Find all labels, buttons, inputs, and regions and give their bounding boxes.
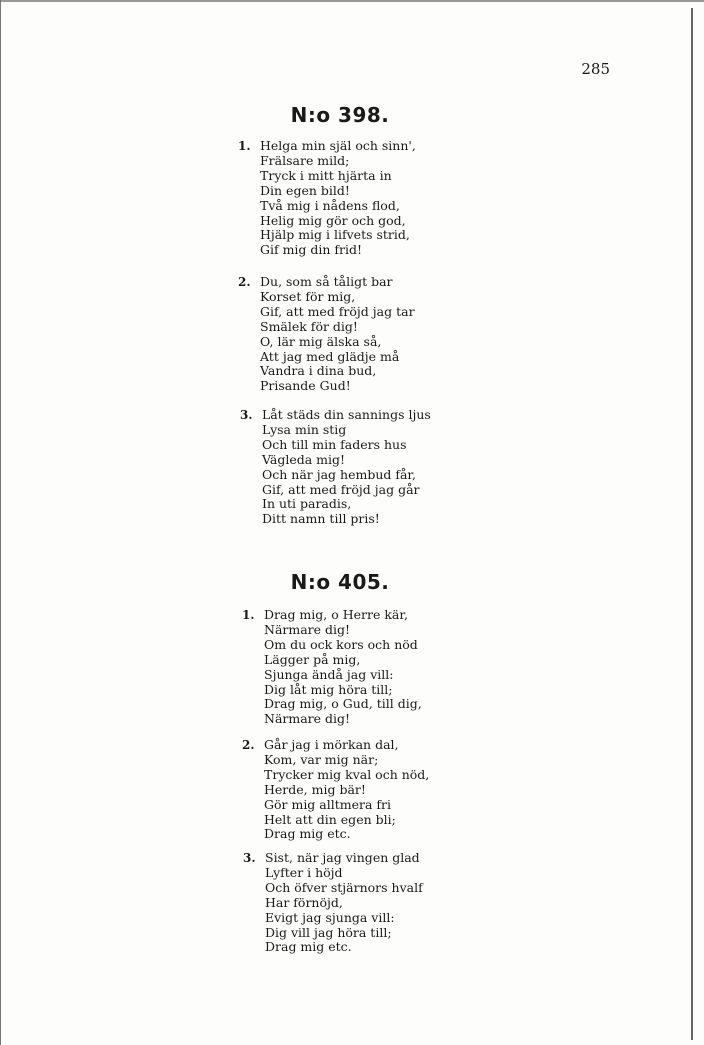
verse-line: Lägger på mig, <box>264 651 361 667</box>
verse-line: Tryck i mitt hjärta in <box>260 167 392 183</box>
verse <box>242 737 430 842</box>
page-edge-left <box>0 0 1 1045</box>
verse-line: Gif, att med fröjd jag tar <box>260 303 415 319</box>
verse-line: Dig låt mig höra till; <box>264 681 393 697</box>
verse-line: Prisande Gud! <box>260 378 351 394</box>
verse-number: 3. <box>243 851 256 865</box>
verse-line: Att jag med glädje må <box>260 348 400 364</box>
verse-line: Drag mig, o Gud, till dig, <box>264 696 422 712</box>
verse-line: Korset för mig, <box>260 288 356 304</box>
verse-line: Helga min själ och sinn', <box>260 138 416 153</box>
verse-number: 2. <box>238 275 251 289</box>
verse-line: Låt städs din sannings ljus <box>262 407 431 422</box>
verse-number: 1. <box>242 608 255 622</box>
verse-line: Ditt namn till pris! <box>262 511 380 527</box>
verse-line: Gif mig din frid! <box>260 242 363 258</box>
verse-line: Gör mig alltmera fri <box>264 796 392 812</box>
verse-line: Närmare dig! <box>264 621 351 637</box>
verse-line: Två mig i nådens flod, <box>260 197 400 213</box>
verse-line: Och till min faders hus <box>262 436 407 452</box>
verse-line: Helig mig gör och god, <box>260 212 406 228</box>
verse-line: Din egen bild! <box>260 182 350 198</box>
verse <box>238 274 415 394</box>
hymn-title: N:o 405. <box>290 570 390 594</box>
page-edge-right <box>691 8 693 1040</box>
verse-number: 3. <box>240 408 253 422</box>
verse <box>243 850 423 955</box>
verse-line: Går jag i mörkan dal, <box>264 737 399 752</box>
verse-line: Lyfter i höjd <box>265 864 343 880</box>
verse-line: Herde, mig bär! <box>264 781 366 797</box>
verse-line: Frälsare mild; <box>260 152 350 168</box>
verse-line: Smälek för dig! <box>260 318 358 334</box>
page-number: 285 <box>581 60 610 78</box>
verse-line: Du, som så tåligt bar <box>260 274 393 289</box>
verse-line: Drag mig etc. <box>265 939 352 955</box>
verse <box>240 407 431 527</box>
verse-line: Hjälp mig i lifvets strid, <box>260 227 410 243</box>
verse-line: Gif, att med fröjd jag går <box>262 481 420 497</box>
verse-line: Drag mig, o Herre kär, <box>264 607 408 622</box>
verse-line: Dig vill jag höra till; <box>265 924 392 940</box>
verse <box>242 607 422 727</box>
verse-line: Och öfver stjärnors hvalf <box>265 879 423 895</box>
verse-line: Vandra i dina bud, <box>260 363 377 379</box>
verse-line: Evigt jag sjunga vill: <box>265 909 395 925</box>
hymn-title: N:o 398. <box>290 103 390 127</box>
verse-line: Och när jag hembud får, <box>262 466 417 482</box>
verse-line: Om du ock kors och nöd <box>264 636 418 652</box>
verse-line: Kom, var mig när; <box>264 751 379 767</box>
verse-line: Trycker mig kval och nöd, <box>264 766 430 782</box>
verse-line: Sjunga ändå jag vill: <box>264 666 394 682</box>
verse-line: Vägleda mig! <box>262 451 346 467</box>
verse-number: 2. <box>242 738 255 752</box>
verse <box>238 138 416 258</box>
verse-line: Helt att din egen bli; <box>264 811 396 827</box>
verse-line: O, lär mig älska så, <box>260 333 382 349</box>
verse-number: 1. <box>238 139 251 153</box>
verse-line: Lysa min stig <box>262 421 347 437</box>
page-edge-top <box>0 0 704 2</box>
verse-line: Har förnöjd, <box>265 894 343 910</box>
verse-line: Sist, när jag vingen glad <box>265 850 420 865</box>
verse-line: Drag mig etc. <box>264 826 351 842</box>
verse-line: Närmare dig! <box>264 711 351 727</box>
verse-line: In uti paradis, <box>262 496 352 512</box>
